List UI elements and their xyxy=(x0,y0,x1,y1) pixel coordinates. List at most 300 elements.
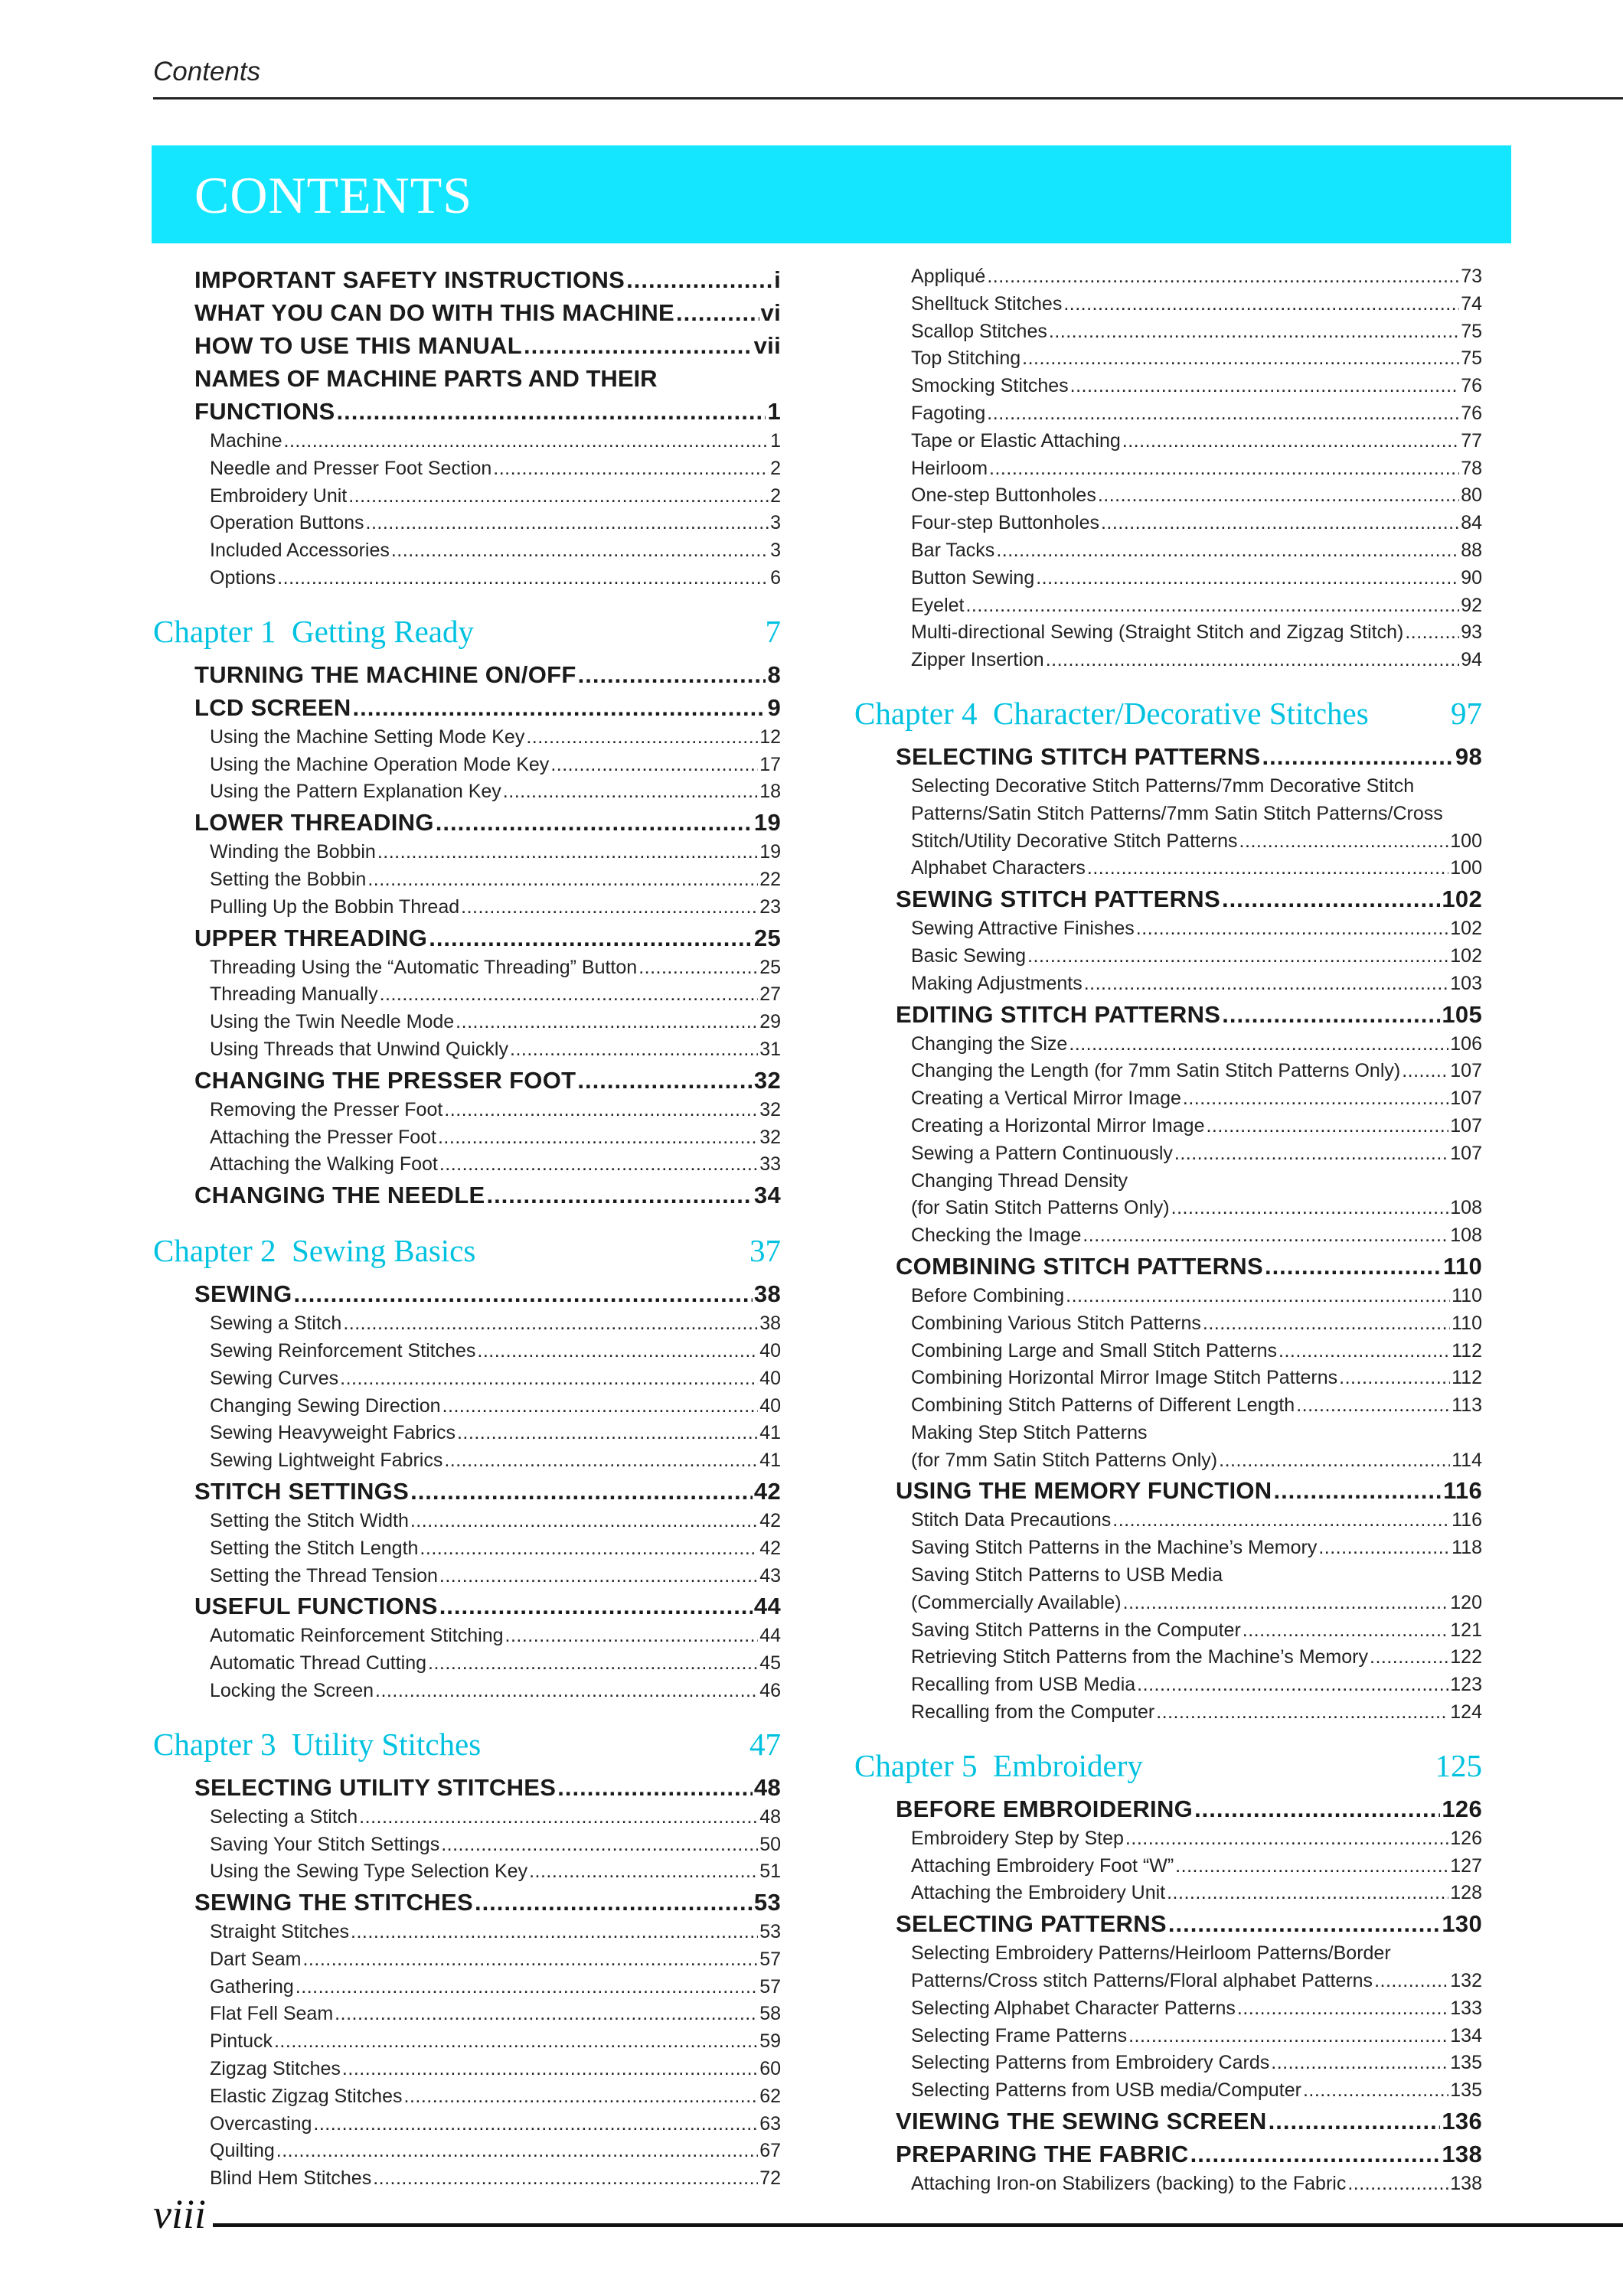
entry-page-number: 40 xyxy=(759,1339,781,1362)
entry-title: SEWING xyxy=(194,1280,292,1308)
entry-page-number: 57 xyxy=(759,1948,781,1970)
entry-page-number: 41 xyxy=(759,1422,781,1444)
toc-subsection-entry[interactable] xyxy=(911,1058,1482,1085)
toc-subsection-entry[interactable] xyxy=(911,1644,1482,1671)
entry-page-number: 32 xyxy=(759,1098,781,1120)
toc-section-entry[interactable] xyxy=(896,882,1482,915)
entry-page-number: 72 xyxy=(759,2167,781,2190)
dot-leader xyxy=(1168,1907,1440,1940)
entry-title: Setting the Thread Tension xyxy=(210,1564,438,1587)
toc-subsection-entry[interactable] xyxy=(911,943,1482,970)
dot-leader xyxy=(444,1097,758,1124)
toc-subsection-entry[interactable] xyxy=(210,1365,781,1393)
dot-leader xyxy=(438,1124,758,1152)
entry-title: Combining Various Stitch Patterns xyxy=(911,1312,1201,1334)
entry-page-number: 48 xyxy=(759,1805,781,1828)
toc-subsection-entry[interactable] xyxy=(210,1097,781,1124)
entry-title: Four-step Buttonholes xyxy=(911,512,1099,534)
dot-leader xyxy=(1083,1222,1448,1250)
entry-title: Needle and Presser Foot Section xyxy=(210,457,492,479)
dot-leader xyxy=(313,2111,758,2138)
entry-title: Recalling from USB Media xyxy=(911,1674,1136,1696)
toc-subsection-entry[interactable] xyxy=(911,482,1482,510)
entry-page-number: 107 xyxy=(1450,1088,1482,1110)
entry-page-number: 51 xyxy=(759,1861,781,1883)
toc-subsection-entry[interactable] xyxy=(911,1310,1482,1338)
toc-subsection-entry[interactable] xyxy=(911,291,1482,318)
entry-page-number: 3 xyxy=(770,540,781,562)
dot-leader xyxy=(351,1919,758,1946)
toc-subsection-entry[interactable] xyxy=(911,619,1482,647)
entry-title: Blind Hem Stitches xyxy=(210,2167,372,2190)
toc-subsection-entry[interactable] xyxy=(210,1804,781,1831)
entry-page-number: 110 xyxy=(1452,1284,1482,1306)
dot-leader xyxy=(529,1858,758,1886)
dot-leader xyxy=(277,565,769,592)
toc-subsection-entry[interactable] xyxy=(911,1534,1482,1562)
entry-page-number: 77 xyxy=(1461,429,1482,452)
entry-title: Bar Tacks xyxy=(911,539,995,561)
entry-title: Before Combining xyxy=(911,1284,1065,1306)
entry-title: Zipper Insertion xyxy=(911,649,1044,671)
toc-subsection-entry[interactable] xyxy=(911,1825,1482,1853)
dot-leader xyxy=(439,1563,758,1590)
entry-title: Saving Your Stitch Settings xyxy=(210,1833,440,1855)
toc-subsection-entry[interactable] xyxy=(210,1393,781,1420)
toc-subsection-entry[interactable] xyxy=(210,1946,781,1974)
entry-page-number: 110 xyxy=(1443,1252,1482,1280)
toc-subsection-entry[interactable] xyxy=(210,455,781,483)
toc-section-entry[interactable] xyxy=(896,740,1482,773)
toc-subsection-entry[interactable] xyxy=(911,1283,1482,1310)
dot-leader xyxy=(367,866,758,894)
entry-page-number: 116 xyxy=(1443,1477,1482,1505)
contents-banner xyxy=(152,145,1511,243)
toc-subsection-title-line: Selecting Embroidery Patterns/Heirloom Patterns/Border xyxy=(911,1942,1391,1965)
entry-title: Setting the Stitch Width xyxy=(210,1509,409,1531)
entry-title: Checking the Image xyxy=(911,1225,1082,1247)
entry-title: Using the Sewing Type Selection Key xyxy=(210,1861,528,1883)
toc-subsection-entry[interactable] xyxy=(911,1222,1482,1250)
toc-subsection-entry[interactable] xyxy=(911,510,1482,537)
entry-page-number: 122 xyxy=(1450,1646,1482,1668)
entry-title: Automatic Thread Cutting xyxy=(210,1652,427,1675)
toc-subsection-entry[interactable] xyxy=(210,894,781,921)
entry-title: Overcasting xyxy=(210,2112,312,2135)
entry-page-number: 76 xyxy=(1461,375,1482,397)
toc-chapter-heading[interactable] xyxy=(854,694,1482,732)
toc-subsection-entry[interactable] xyxy=(911,1995,1482,2023)
dot-leader xyxy=(503,778,758,806)
toc-subsection-entry[interactable] xyxy=(911,455,1482,483)
entry-title: BEFORE EMBROIDERING xyxy=(896,1795,1194,1822)
toc-subsection-entry[interactable] xyxy=(210,1623,781,1650)
entry-page-number: 78 xyxy=(1461,457,1482,479)
toc-section-entry[interactable] xyxy=(194,1771,781,1804)
entry-title: LCD SCREEN xyxy=(194,693,351,721)
entry-title: Sewing Curves xyxy=(210,1367,339,1389)
dot-leader xyxy=(1087,855,1448,882)
entry-title: Selecting a Stitch xyxy=(210,1805,358,1828)
dot-leader xyxy=(1194,1792,1440,1825)
dot-leader xyxy=(348,483,769,510)
entry-page-number: 114 xyxy=(1452,1449,1482,1471)
entry-title: Sewing Reinforcement Stitches xyxy=(210,1339,476,1362)
dot-leader xyxy=(343,1310,758,1338)
dot-leader xyxy=(626,263,772,296)
toc-subsection-entry[interactable] xyxy=(210,537,781,565)
entry-page-number: 76 xyxy=(1461,402,1482,424)
entry-page-number: 19 xyxy=(759,841,781,863)
running-head: Contents xyxy=(153,57,261,86)
toc-subsection-entry[interactable] xyxy=(210,1508,781,1535)
entry-title: Changing the Size xyxy=(911,1032,1068,1055)
entry-page-number: 124 xyxy=(1450,1701,1482,1724)
dot-leader xyxy=(987,400,1459,428)
toc-subsection-entry[interactable] xyxy=(911,1507,1482,1534)
entry-title: Selecting Frame Patterns xyxy=(911,2024,1128,2047)
toc-subsection-entry[interactable] xyxy=(210,1535,781,1563)
entry-page-number: 110 xyxy=(1452,1312,1482,1334)
toc-subsection-entry[interactable] xyxy=(911,1617,1482,1645)
toc-subsection-entry[interactable] xyxy=(210,1420,781,1447)
entry-title: Eyelet xyxy=(911,594,965,616)
dot-leader xyxy=(1022,345,1459,373)
toc-section-entry[interactable] xyxy=(194,806,781,839)
toc-subsection-entry[interactable] xyxy=(911,318,1482,346)
dot-leader xyxy=(1156,1699,1448,1727)
entry-title: Saving Stitch Patterns in the Machine’s Memory xyxy=(911,1537,1318,1559)
toc-section-entry[interactable] xyxy=(194,263,781,296)
toc-subsection-entry[interactable] xyxy=(210,565,781,592)
toc-subsection-entry[interactable] xyxy=(911,1968,1482,1995)
entry-page-number: 88 xyxy=(1461,539,1482,561)
entry-page-number: 103 xyxy=(1450,972,1482,994)
dot-leader xyxy=(1136,915,1448,943)
dot-leader xyxy=(486,1179,752,1212)
toc-subsection-entry[interactable] xyxy=(210,1310,781,1338)
toc-subsection-entry[interactable] xyxy=(210,2165,781,2193)
toc-column-left xyxy=(153,263,781,2193)
toc-section-entry[interactable] xyxy=(194,329,781,362)
toc-subsection-entry[interactable] xyxy=(210,2111,781,2138)
toc-section-entry[interactable] xyxy=(194,1590,781,1623)
toc-chapter-heading[interactable] xyxy=(153,1725,781,1763)
toc-subsection-entry[interactable] xyxy=(210,778,781,806)
entry-page-number: 108 xyxy=(1450,1197,1482,1219)
dot-leader xyxy=(380,981,759,1009)
toc-subsection-entry[interactable] xyxy=(210,1447,781,1475)
entry-title: SEWING THE STITCHES xyxy=(194,1889,473,1916)
entry-page-number: 9 xyxy=(767,693,781,721)
toc-section-entry[interactable] xyxy=(896,1474,1482,1507)
chapter-page-number: 97 xyxy=(1451,695,1482,731)
dot-leader xyxy=(1278,1338,1450,1365)
entry-page-number: 46 xyxy=(759,1679,781,1701)
entry-page-number: 38 xyxy=(753,1280,781,1308)
entry-title: Basic Sewing xyxy=(911,944,1027,967)
toc-subsection-entry[interactable] xyxy=(911,2050,1482,2077)
toc-subsection-entry[interactable] xyxy=(911,828,1482,856)
entry-title: Sewing a Stitch xyxy=(210,1313,342,1335)
entry-page-number: 27 xyxy=(759,983,781,1006)
toc-subsection-entry[interactable] xyxy=(210,1124,781,1152)
toc-subsection-entry[interactable] xyxy=(911,970,1482,998)
toc-chapter-heading[interactable] xyxy=(153,612,781,651)
dot-leader xyxy=(493,455,769,483)
dot-leader xyxy=(524,329,753,362)
toc-subsection-entry[interactable] xyxy=(210,1831,781,1859)
toc-subsection-title-line: Changing Thread Density xyxy=(911,1169,1128,1192)
entry-page-number: 48 xyxy=(753,1773,781,1801)
toc-subsection-entry[interactable] xyxy=(911,537,1482,565)
dot-leader xyxy=(1171,1195,1449,1222)
toc-section-entry[interactable] xyxy=(194,1886,781,1919)
toc-subsection-entry[interactable] xyxy=(210,866,781,894)
entry-page-number: 100 xyxy=(1450,857,1482,879)
toc-subsection-entry[interactable] xyxy=(911,1140,1482,1168)
toc-chapter-heading[interactable] xyxy=(854,1746,1482,1785)
entry-page-number: 38 xyxy=(759,1313,781,1335)
toc-subsection-entry[interactable] xyxy=(210,752,781,779)
dot-leader xyxy=(441,1831,758,1859)
toc-section-entry[interactable] xyxy=(194,1064,781,1097)
entry-title: LOWER THREADING xyxy=(194,809,434,837)
toc-subsection-title-line: Making Step Stitch Patterns xyxy=(911,1421,1148,1443)
entry-title: SELECTING PATTERNS xyxy=(896,1910,1167,1938)
entry-page-number: 42 xyxy=(759,1509,781,1531)
toc-section-entry[interactable] xyxy=(896,2105,1482,2138)
toc-subsection-entry[interactable] xyxy=(911,2023,1482,2050)
dot-leader xyxy=(1370,1644,1448,1671)
toc-subsection-entry[interactable] xyxy=(911,1880,1482,1907)
entry-title: Embroidery Unit xyxy=(210,484,348,507)
entry-page-number: 17 xyxy=(759,753,781,775)
entry-title: Making Adjustments xyxy=(911,972,1083,994)
dot-leader xyxy=(1222,998,1440,1031)
entry-page-number: 98 xyxy=(1455,742,1482,770)
toc-subsection-entry[interactable] xyxy=(210,1151,781,1179)
toc-section-entry[interactable] xyxy=(896,998,1482,1031)
chapter-title: Chapter 3 Utility Stitches xyxy=(153,1726,482,1762)
toc-subsection-entry[interactable] xyxy=(210,839,781,866)
toc-subsection-entry[interactable] xyxy=(210,510,781,537)
toc-subsection-entry[interactable] xyxy=(911,1699,1482,1727)
entry-page-number: 112 xyxy=(1452,1339,1482,1362)
toc-section-entry[interactable] xyxy=(194,658,781,691)
entry-title: (for Satin Stitch Patterns Only) xyxy=(911,1197,1170,1219)
entry-page-number: 31 xyxy=(759,1038,781,1060)
entry-page-number: 108 xyxy=(1450,1225,1482,1247)
entry-title: One-step Buttonholes xyxy=(911,484,1096,507)
entry-page-number: 34 xyxy=(753,1182,781,1209)
toc-section-entry[interactable] xyxy=(896,2138,1482,2170)
dot-leader xyxy=(353,691,766,724)
entry-title: IMPORTANT SAFETY INSTRUCTIONS xyxy=(194,266,625,293)
toc-subsection-entry[interactable] xyxy=(210,981,781,1009)
toc-subsection-entry[interactable] xyxy=(210,2138,781,2165)
dot-leader xyxy=(557,1771,753,1804)
dot-leader xyxy=(284,428,769,455)
entry-title: Saving Stitch Patterns in the Computer xyxy=(911,1619,1241,1641)
entry-page-number: 59 xyxy=(759,2030,781,2053)
entry-page-number: 44 xyxy=(753,1593,781,1620)
toc-section-entry[interactable] xyxy=(896,1250,1482,1283)
toc-subsection-entry[interactable] xyxy=(911,400,1482,428)
dot-leader xyxy=(1402,1058,1448,1085)
entry-page-number: 100 xyxy=(1450,830,1482,852)
toc-subsection-entry[interactable] xyxy=(210,2056,781,2083)
toc-subsection-entry[interactable] xyxy=(210,1009,781,1036)
entry-title: Changing Sewing Direction xyxy=(210,1394,441,1417)
dot-leader xyxy=(456,1009,758,1036)
entry-page-number: 42 xyxy=(753,1477,781,1505)
toc-subsection-entry[interactable] xyxy=(911,1113,1482,1140)
entry-page-number: vi xyxy=(760,299,781,326)
toc-subsection-entry[interactable] xyxy=(911,428,1482,455)
dot-leader xyxy=(1046,647,1459,674)
entry-page-number: 135 xyxy=(1450,2052,1482,2074)
entry-page-number: 113 xyxy=(1452,1394,1482,1417)
dot-leader xyxy=(1347,2170,1448,2198)
toc-subsection-entry[interactable] xyxy=(210,1919,781,1946)
entry-page-number: 50 xyxy=(759,1833,781,1855)
entry-page-number: 102 xyxy=(1450,918,1482,940)
toc-section-entry[interactable] xyxy=(194,1277,781,1310)
entry-title: Fagoting xyxy=(911,402,986,424)
toc-section-entry[interactable] xyxy=(194,921,781,954)
dot-leader xyxy=(1112,1507,1450,1534)
chapter-page-number: 47 xyxy=(749,1726,781,1762)
toc-subsection-entry[interactable] xyxy=(911,1338,1482,1365)
toc-subsection-entry[interactable] xyxy=(911,1447,1482,1475)
toc-chapter-heading[interactable] xyxy=(153,1231,781,1270)
dot-leader xyxy=(461,894,758,921)
dot-leader xyxy=(404,2083,759,2111)
entry-title: Pintuck xyxy=(210,2030,273,2053)
entry-title: Threading Using the “Automatic Threading” Button xyxy=(210,956,638,978)
toc-subsection-entry[interactable] xyxy=(911,2170,1482,2198)
toc-subsection-entry[interactable] xyxy=(210,1563,781,1590)
toc-subsection-entry[interactable] xyxy=(911,1590,1482,1617)
toc-section-entry[interactable] xyxy=(896,1792,1482,1825)
dot-leader xyxy=(428,1650,758,1678)
entry-title: Creating a Horizontal Mirror Image xyxy=(911,1114,1205,1137)
entry-page-number: 58 xyxy=(759,2003,781,2025)
entry-page-number: 62 xyxy=(759,2085,781,2107)
toc-subsection-entry[interactable] xyxy=(911,1392,1482,1420)
toc-subsection-entry[interactable] xyxy=(911,1031,1482,1058)
chapter-page-number: 125 xyxy=(1435,1747,1482,1783)
entry-page-number: 138 xyxy=(1450,2173,1482,2195)
entry-page-number: 133 xyxy=(1450,1997,1482,2019)
entry-title: Dart Seam xyxy=(210,1948,302,1970)
toc-subsection-entry[interactable] xyxy=(210,2028,781,2056)
toc-subsection-entry[interactable] xyxy=(210,428,781,455)
entry-title: USING THE MEMORY FUNCTION xyxy=(896,1477,1272,1505)
toc-subsection-entry[interactable] xyxy=(210,1678,781,1705)
toc-section-entry[interactable] xyxy=(194,1475,781,1508)
dot-leader xyxy=(410,1475,753,1508)
entry-page-number: 33 xyxy=(759,1153,781,1176)
page-title: CONTENTS xyxy=(194,166,473,224)
entry-title: Using Threads that Unwind Quickly xyxy=(210,1038,508,1060)
toc-subsection-entry[interactable] xyxy=(210,2083,781,2111)
toc-section-entry[interactable] xyxy=(896,1907,1482,1940)
entry-page-number: 43 xyxy=(759,1564,781,1587)
toc-subsection-entry[interactable] xyxy=(210,1974,781,2001)
entry-title: Smocking Stitches xyxy=(911,375,1069,397)
toc-section-entry[interactable] xyxy=(194,395,781,428)
entry-title: Attaching the Embroidery Unit xyxy=(911,1882,1166,1904)
entry-page-number: 40 xyxy=(759,1394,781,1417)
dot-leader xyxy=(391,537,769,565)
toc-subsection-entry[interactable] xyxy=(210,724,781,752)
entry-title: HOW TO USE THIS MANUAL xyxy=(194,332,522,359)
dot-leader xyxy=(1203,1310,1450,1338)
entry-title: SEWING STITCH PATTERNS xyxy=(896,885,1220,913)
entry-title: Attaching Iron-on Stabilizers (backing) to the Fabric xyxy=(911,2173,1347,2195)
toc-subsection-entry[interactable] xyxy=(911,647,1482,674)
toc-subsection-entry[interactable] xyxy=(911,565,1482,592)
toc-subsection-entry[interactable] xyxy=(911,1195,1482,1222)
toc-subsection-entry[interactable] xyxy=(210,954,781,982)
toc-subsection-entry[interactable] xyxy=(911,345,1482,373)
toc-subsection-title-line: Selecting Decorative Stitch Patterns/7mm Decorative Stitch xyxy=(911,775,1415,797)
toc-subsection-entry[interactable] xyxy=(210,483,781,510)
toc-subsection-entry[interactable] xyxy=(210,1858,781,1886)
toc-subsection-entry[interactable] xyxy=(911,915,1482,943)
dot-leader xyxy=(1101,510,1459,537)
dot-leader xyxy=(505,1623,759,1650)
toc-subsection-entry[interactable] xyxy=(911,2077,1482,2105)
toc-subsection-entry[interactable] xyxy=(210,1036,781,1064)
entry-page-number: 123 xyxy=(1450,1674,1482,1696)
entry-page-number: 63 xyxy=(759,2112,781,2135)
toc-subsection-entry[interactable] xyxy=(911,1365,1482,1392)
entry-title: SELECTING STITCH PATTERNS xyxy=(896,742,1261,770)
entry-title: (Commercially Available) xyxy=(911,1591,1122,1613)
toc-subsection-entry[interactable] xyxy=(911,592,1482,620)
toc-subsection-entry[interactable] xyxy=(210,2001,781,2028)
entry-page-number: 75 xyxy=(1461,347,1482,370)
toc-section-entry[interactable] xyxy=(194,296,781,329)
entry-page-number: 73 xyxy=(1461,266,1482,287)
toc-subsection-entry[interactable] xyxy=(210,1338,781,1365)
toc-subsection-entry[interactable] xyxy=(911,1671,1482,1699)
entry-page-number: 18 xyxy=(759,781,781,803)
toc-section-entry[interactable] xyxy=(194,1179,781,1212)
toc-section-entry[interactable] xyxy=(194,691,781,724)
toc-subsection-entry[interactable] xyxy=(911,373,1482,400)
dot-leader xyxy=(294,1277,753,1310)
toc-subsection-entry[interactable] xyxy=(911,263,1482,291)
entry-page-number: 57 xyxy=(759,1975,781,1998)
entry-page-number: 138 xyxy=(1442,2141,1482,2168)
toc-subsection-entry[interactable] xyxy=(911,1085,1482,1113)
toc-subsection-entry[interactable] xyxy=(911,855,1482,882)
dot-leader xyxy=(1339,1365,1450,1392)
entry-page-number: 2 xyxy=(770,457,781,479)
toc-subsection-entry[interactable] xyxy=(911,1853,1482,1880)
dot-leader xyxy=(296,1974,758,2001)
entry-page-number: 19 xyxy=(753,809,781,837)
entry-title: Alphabet Characters xyxy=(911,857,1086,879)
dot-leader xyxy=(1374,1968,1448,1995)
entry-title: Sewing Lightweight Fabrics xyxy=(210,1450,443,1472)
toc-subsection-entry[interactable] xyxy=(210,1650,781,1678)
entry-page-number: 67 xyxy=(759,2140,781,2162)
